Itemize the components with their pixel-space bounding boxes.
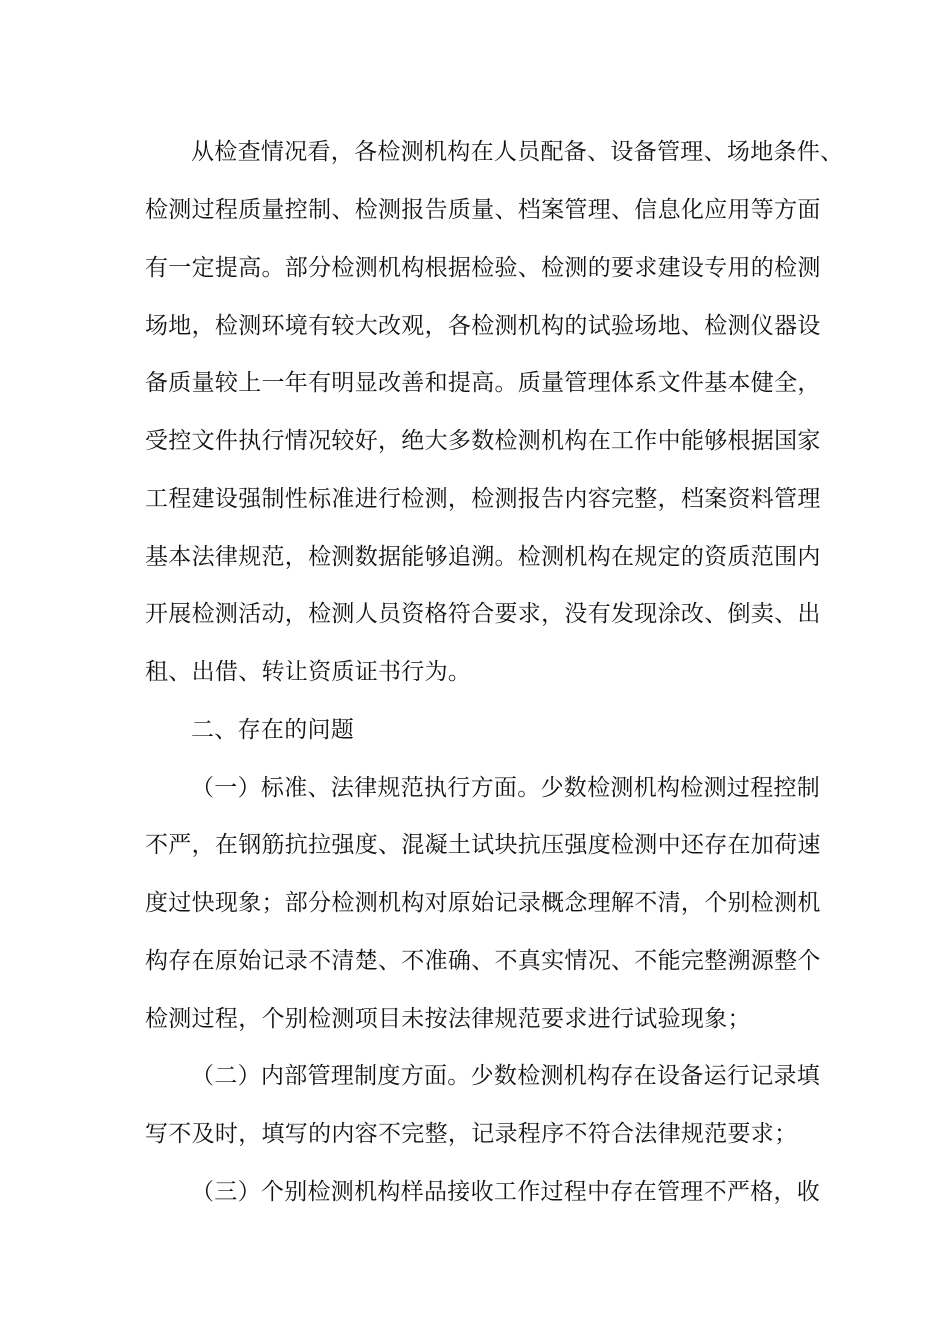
paragraph-line: 写不及时，填写的内容不完整，记录程序不符合法律规范要求； <box>145 1121 798 1147</box>
paragraph-line: 备质量较上一年有明显改善和提高。质量管理体系文件基本健全， <box>145 370 821 396</box>
paragraph-line: 开展检测活动，检测人员资格符合要求，没有发现涂改、倒卖、出 <box>145 601 821 627</box>
paragraph-line: 检测过程，个别检测项目未按法律规范要求进行试验现象； <box>145 1006 751 1032</box>
paragraph-line: 从检查情况看，各检测机构在人员配备、设备管理、场地条件、 <box>191 139 844 165</box>
section-heading: 二、存在的问题 <box>191 717 355 743</box>
paragraph-line: （三）个别检测机构样品接收工作过程中存在管理不严格，收 <box>191 1179 821 1205</box>
paragraph-line: 构存在原始记录不清楚、不准确、不真实情况、不能完整溯源整个 <box>145 948 821 974</box>
paragraph-line: 受控文件执行情况较好，绝大多数检测机构在工作中能够根据国家 <box>145 428 821 454</box>
paragraph-line: （一）标准、法律规范执行方面。少数检测机构检测过程控制 <box>191 775 821 801</box>
paragraph-line: 度过快现象；部分检测机构对原始记录概念理解不清，个别检测机 <box>145 890 821 916</box>
paragraph-line: 有一定提高。部分检测机构根据检验、检测的要求建设专用的检测 <box>145 255 821 281</box>
paragraph-line: （二）内部管理制度方面。少数检测机构存在设备运行记录填 <box>191 1063 821 1089</box>
paragraph-line: 场地，检测环境有较大改观，各检测机构的试验场地、检测仪器设 <box>145 313 821 339</box>
paragraph-line: 基本法律规范，检测数据能够追溯。检测机构在规定的资质范围内 <box>145 544 821 570</box>
paragraph-line: 工程建设强制性标准进行检测，检测报告内容完整，档案资料管理 <box>145 486 821 512</box>
paragraph-line: 不严，在钢筋抗拉强度、混凝土试块抗压强度检测中还存在加荷速 <box>145 832 821 858</box>
paragraph-line: 检测过程质量控制、检测报告质量、档案管理、信息化应用等方面 <box>145 197 821 223</box>
paragraph-line: 租、出借、转让资质证书行为。 <box>145 659 472 685</box>
